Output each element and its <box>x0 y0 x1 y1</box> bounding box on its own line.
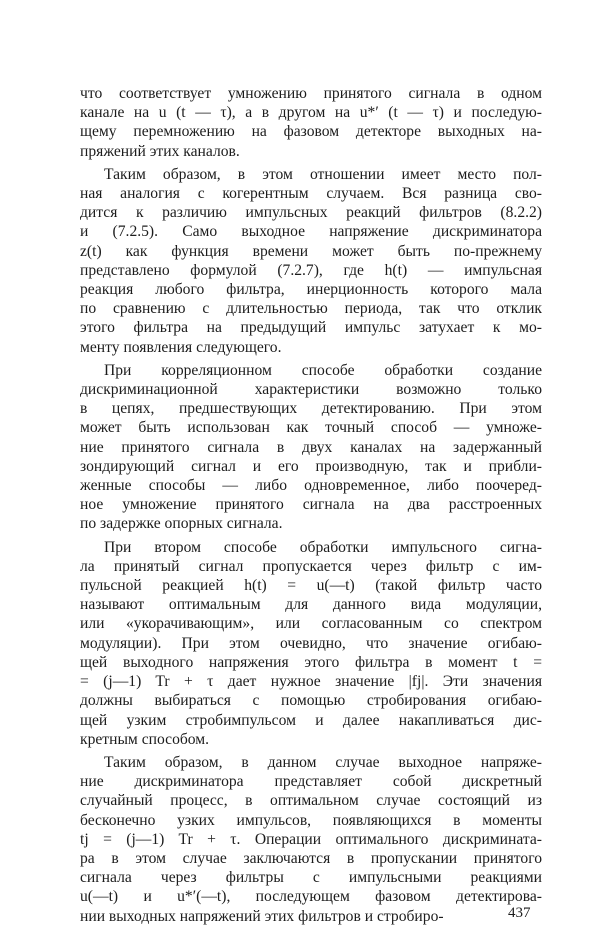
paragraph <box>80 753 542 926</box>
text-line: пульсной реакцией h(t) = u(—t) (такой фильтр часто <box>80 577 542 595</box>
text-line: tj = (j—1) Tr + τ. Операции оптимального дискримината- <box>80 830 542 848</box>
paragraph <box>80 361 542 534</box>
text-line: менту появления следующего. <box>80 338 282 356</box>
text-line: по задержке опорных сигнала. <box>80 515 283 533</box>
text-line: дится к различию импульсных реакций фильтров (8.2.2) <box>80 204 542 222</box>
text-line: Таким образом, в данном случае выходное напряже- <box>104 753 542 771</box>
text-line: ра в этом случае заключаются в пропускании принятого <box>80 849 542 867</box>
text-line: сигнала через фильтры с импульсными реакциями <box>80 869 542 887</box>
body-text <box>80 84 542 926</box>
text-line: женные способы — либо одновременное, либо поочеред- <box>80 477 542 495</box>
text-line: этого фильтра на предыдущий импульс затухает к мо- <box>80 319 542 337</box>
text-line: должны выбираться с помощью стробирования огибаю- <box>80 692 542 710</box>
text-line: что соответствует умножению принятого сигнала в одном <box>80 85 542 102</box>
paragraph <box>80 165 542 357</box>
paragraph <box>80 84 542 161</box>
text-line: ние принятого сигнала в двух каналах на задержанный <box>80 438 542 456</box>
text-page <box>80 84 542 926</box>
text-line: = (j—1) Tr + τ дает нужное значение |fj|. Эти значения <box>80 673 542 691</box>
text-line: или «укорачивающим», или согласованным со спектром <box>80 615 542 633</box>
text-line: Таким образом, в этом отношении имеет место пол- <box>104 165 542 183</box>
text-line: называют оптимальным для данного вида модуляции, <box>80 596 542 614</box>
text-line: ла принятый сигнал пропускается через фильтр с им- <box>80 557 542 575</box>
text-line: щей узким стробимпульсом и далее накапливаться дис- <box>80 711 542 729</box>
text-line: щему перемножению на фазовом детекторе выходных на- <box>80 123 542 141</box>
text-line: в цепях, предшествующих детектированию. При этом <box>80 400 542 418</box>
text-line: канале на u (t — τ), а в другом на u*′ (t — τ) и последую- <box>80 104 542 122</box>
text-line: случайный процесс, в оптимальном случае состоящий из <box>80 792 542 810</box>
paragraph <box>80 538 542 749</box>
text-line: кретным способом. <box>80 730 210 748</box>
text-line: реакция любого фильтра, инерционность которого мала <box>80 281 542 299</box>
text-line: ние дискриминатора представляет собой дискретный <box>80 773 542 791</box>
text-line: ная аналогия с когерентным случаем. Вся разница сво- <box>80 185 542 203</box>
text-line: представлено формулой (7.2.7), где h(t) — импульсная <box>80 261 542 279</box>
text-line: пряжений этих каналов. <box>80 142 240 160</box>
text-line: дискриминационной характеристики возможно только <box>80 381 542 399</box>
text-line: нии выходных напряжений этих фильтров и стробиро- <box>80 907 444 925</box>
text-line: z(t) как функция времени может быть по-прежнему <box>80 242 542 260</box>
text-line: может быть использован как точный способ — умноже- <box>80 419 542 437</box>
text-line: u(—t) и u*′(—t), последующем фазовом детектирова- <box>80 888 542 906</box>
text-line: При корреляционном способе обработки создание <box>104 361 542 379</box>
text-line: При втором способе обработки импульсного сигна- <box>104 538 542 556</box>
text-line: ное умножение принятого сигнала на два расстроенных <box>80 496 542 514</box>
page-number: 437 <box>508 905 531 921</box>
text-line: зондирующий сигнал и его производную, так и прибли- <box>80 457 542 475</box>
text-line: и (7.2.5). Само выходное напряжение дискриминатора <box>80 223 542 241</box>
text-line: модуляции). При этом очевидно, что значение огибаю- <box>80 634 542 652</box>
text-line: щей выходного напряжения этого фильтра в момент t = <box>80 653 542 671</box>
text-line: по сравнению с длительностью периода, так что отклик <box>80 300 542 318</box>
text-line: бесконечно узких импульсов, появляющихся в моменты <box>80 811 542 829</box>
